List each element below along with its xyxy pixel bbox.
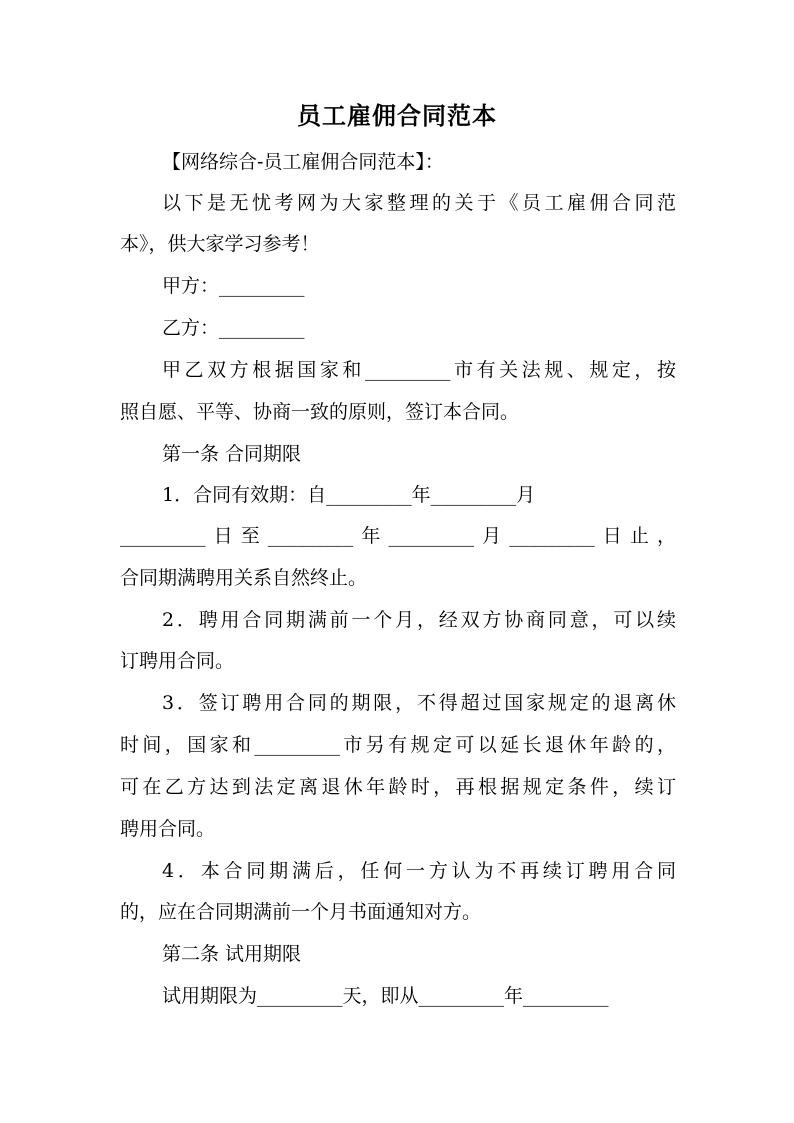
- text-line: 乙方：_________: [162, 317, 305, 339]
- document-title: 员工雇佣合同范本: [297, 102, 497, 130]
- section-heading: 第一条 合同期限: [162, 443, 302, 465]
- text-line: 聘用合同。: [120, 818, 216, 840]
- text-line: 订聘用合同。: [120, 650, 235, 672]
- text-line: 1．合同有效期：自_________年_________月: [162, 484, 536, 506]
- section-heading: 第二条 试用期限: [162, 943, 302, 965]
- text-line: 2．聘用合同期满前一个月，经双方协商同意，可以续: [162, 609, 676, 631]
- text-line: 合同期满聘用关系自然终止。: [120, 567, 368, 589]
- text-line: 4．本合同期满后，任何一方认为不再续订聘用合同: [162, 860, 676, 882]
- text-line: 的，应在合同期满前一个月书面通知对方。: [120, 901, 482, 923]
- text-line: 【网络综合-员工雇佣合同范本】：: [162, 151, 444, 173]
- text-line: 可在乙方达到法定离退休年龄时，再根据规定条件，续订: [120, 776, 676, 798]
- text-line: 照自愿、平等、协商一致的原则，签订本合同。: [120, 401, 520, 423]
- text-line: 3．签订聘用合同的期限，不得超过国家规定的退离休: [162, 692, 676, 714]
- text-line: _________日至_________年_________月_________日止，: [120, 525, 676, 547]
- text-line: 本》，供大家学习参考！: [120, 233, 320, 255]
- text-line: 甲乙双方根据国家和_________市有关法规、规定，按: [162, 359, 676, 381]
- text-line: 以下是无忧考网为大家整理的关于《员工雇佣合同范: [162, 192, 676, 214]
- text-line: 时间，国家和_________市另有规定可以延长退休年龄的，: [120, 734, 676, 756]
- text-line: 试用期限为_________天，即从_________年_________: [162, 985, 609, 1007]
- text-line: 甲方：_________: [162, 275, 305, 297]
